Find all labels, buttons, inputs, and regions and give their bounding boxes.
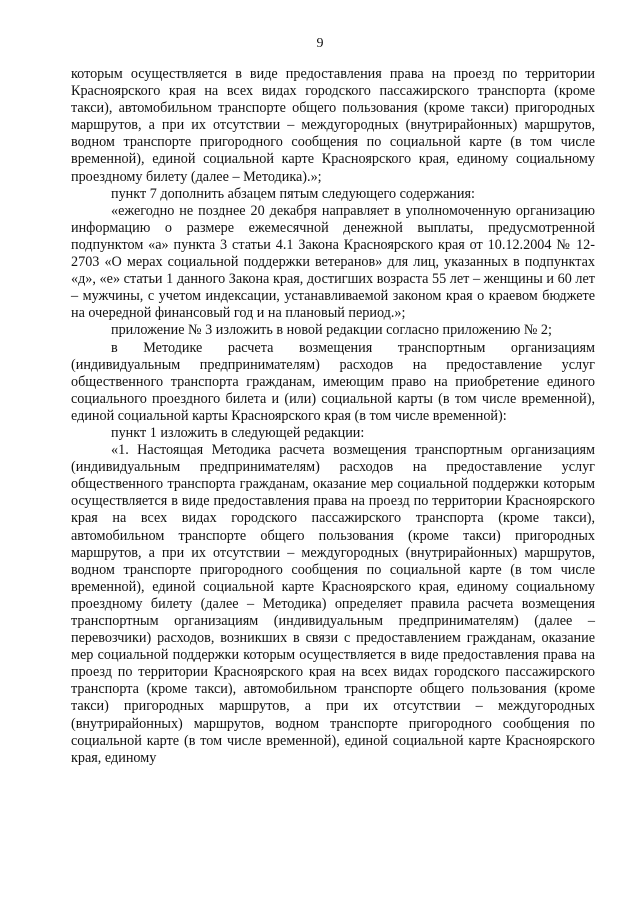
paragraph-point-7: пункт 7 дополнить абзацем пятым следующего содержания: [111, 185, 475, 202]
paragraph-appendix-3: приложение № 3 изложить в новой редакции согласно приложению № 2; [111, 322, 552, 339]
paragraph-new-edition: «1. Настоящая Методика расчета возмещения транспортным организациям (индивидуальным предпринимателям) расходов на предоставление услуг общественного транспорта гражданам, оказание мер социальной поддержки которым осуществляется в виде предоставления права на проезд по территории Красноярского края на всех видах городского пассажирского транспорта (кроме такси), автомобильном транспорте общего пользования (кроме такси) пригородных маршрутов, а при их отсутствии – междугородных (внутрирайонных) маршрутов, водном транспорте пригородного сообщения по социальной карте (в том числе временной), единой социальной карте Красноярского края, единому социальному проездному билету (далее – Методика) определяет правила расчета возмещения транспортным организациям (индивидуальным предпринимателям) (далее – перевозчики) расходов, возникших в связи с предоставлением гражданам, оказание мер социальной поддержки которым осуществляется в виде предоставления права на проезд по территории Красноярского края на всех видах городского пассажирского транспорта (кроме такси), автомобильном транспорте общего пользования (кроме такси) пригородных маршрутов, а при их отсутствии – междугородных (внутрирайонных) маршрутов, водном транспорте пригородного сообщения по социальной карте (в том числе временной), единой социальной карте Красноярского края, единому [71, 442, 595, 766]
paragraph-methodology: в Методике расчета возмещения транспортным организациям (индивидуальным предпринимателям) расходов на предоставление услуг общественного транспорта гражданам, имеющим право на приобретение единого социального проездного билета и (или) социальной карты (в том числе временной), единой социальной карты Красноярского края (в том числе временной): [71, 339, 595, 424]
paragraph-point-1: пункт 1 изложить в следующей редакции: [111, 424, 365, 441]
paragraph-continuation: которым осуществляется в виде предоставления права на проезд по территории Красноярского края на всех видах городского пассажирского транспорта (кроме такси), автомобильном транспорте общего пользования (кроме такси) пригородных маршрутов, а при их отсутствии – междугородных (внутрирайонных) маршрутов, водном транспорте пригородного сообщения по социальной карте (в том числе временной), единой социальной карте Красноярского края, единому социальному проездному билету (далее – Методика).»; [71, 66, 595, 185]
document-body [71, 66, 595, 767]
page-number: 9 [316, 36, 324, 51]
paragraph-quoted-amendment: «ежегодно не позднее 20 декабря направляет в уполномоченную организацию информацию о размере ежемесячной денежной выплаты, предусмотренной подпунктом «а» пункта 3 статьи 4.1 Закона Красноярского края от 10.12.2004 № 12-2703 «О мерах социальной поддержки ветеранов» для лиц, указанных в подпунктах «д», «е» статьи 1 данного Закона края, достигших возраста 55 лет – женщины и 60 лет – мужчины, с учетом индексации, устанавливаемой законом края о краевом бюджете на очередной финансовый год и на плановый период.»; [71, 202, 595, 322]
